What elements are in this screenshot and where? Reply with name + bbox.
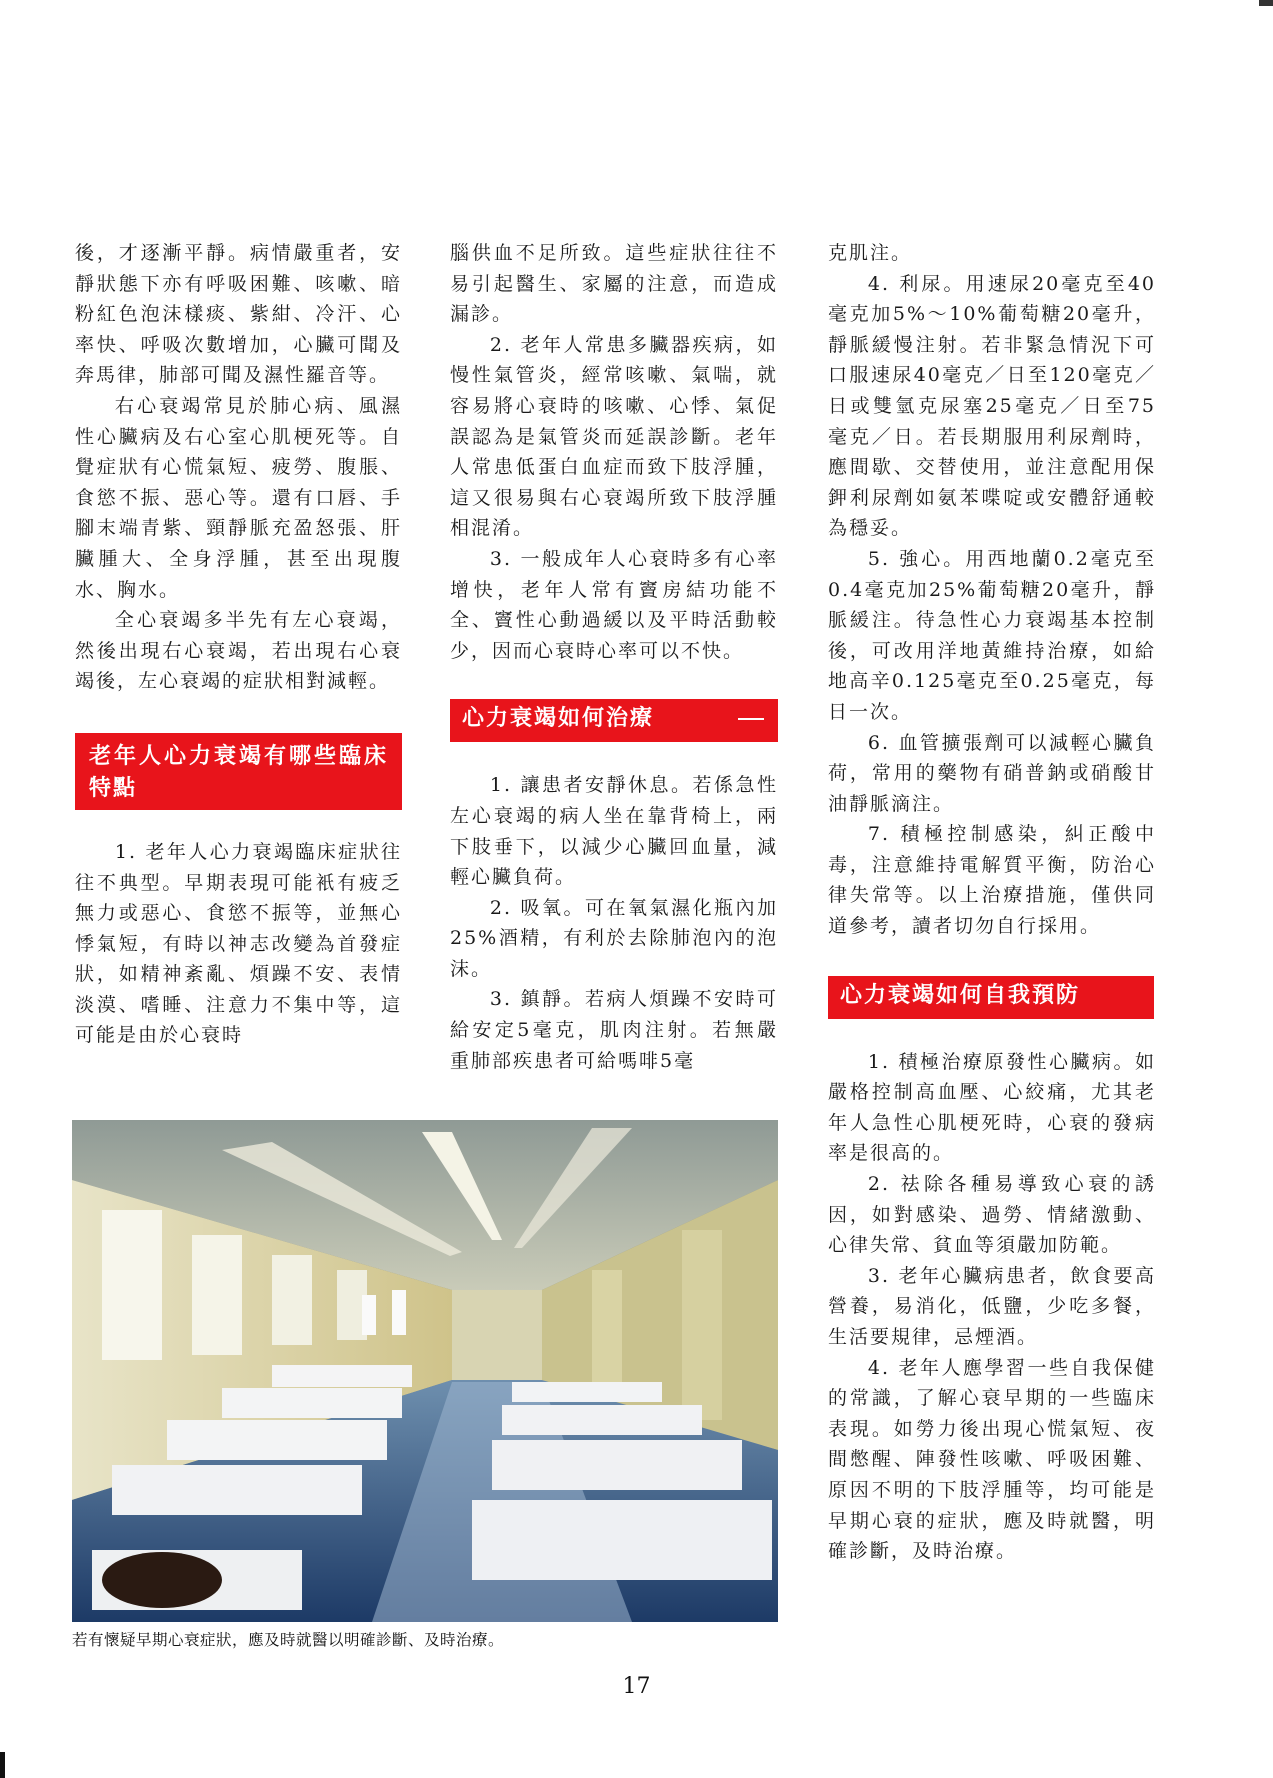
paragraph: 4. 利尿。用速尿20毫克至40毫克加5%～10%葡萄糖20毫升，靜脈緩慢注射。若非緊急情況下可口服速尿40毫克／日至120毫克／日或雙氫克尿塞25毫克／日至75毫克／日。若長期服用利尿劑時，應間歇、交替使用，並注意配用保鉀利尿劑如氨苯喋啶或安體舒通較為穩妥。: [828, 272, 1156, 540]
paragraph: 3. 鎮靜。若病人煩躁不安時可給安定5毫克，肌肉注射。若無嚴重肺部疾患者可給嗎啡5毫: [450, 988, 778, 1072]
paragraph: 2. 祛除各種易導致心衰的誘因，如對感染、過勞、情緒激動、心律失常、貧血等須嚴加防範。: [828, 1173, 1156, 1257]
paragraph: 3. 一般成年人心衰時多有心率增快，老年人常有竇房結功能不全、竇性心動過緩以及平時活動較少，因而心衰時心率可以不快。: [450, 547, 778, 662]
paragraph: 1. 積極治療原發性心臟病。如嚴格控制高血壓、心絞痛，尤其老年人急性心肌梗死時，心衰的發病率是很高的。: [828, 1050, 1156, 1165]
page-number: 17: [622, 1674, 651, 1699]
paragraph: 1. 老年人心力衰竭臨床症狀往往不典型。早期表現可能衹有疲乏無力或惡心、食慾不振等，並無心悸氣短，有時以神志改變為首發症狀，如精神紊亂、煩躁不安、表情淡漠、嗜睡、注意力不集中等，這可能是由於心衰時: [75, 840, 402, 1047]
paragraph: 6. 血管擴張劑可以減輕心臟負荷，常用的藥物有硝普鈉或硝酸甘油靜脈滴注。: [828, 731, 1156, 815]
section-heading-clinical-features: 老年人心力衰竭有哪些臨床特點: [75, 733, 402, 810]
paragraph: 全心衰竭多半先有左心衰竭，然後出現右心衰竭，若出現右心衰竭後，左心衰竭的症狀相對減輕。: [75, 609, 402, 693]
text-column-2: [450, 238, 778, 1076]
paragraph: 腦供血不足所致。這些症狀往往不易引起醫生、家屬的注意，而造成漏診。: [450, 242, 778, 326]
paragraph: 7. 積極控制感染，糾正酸中毒，注意維持電解質平衡，防治心律失常等。以上治療措施，僅供同道參考，讀者切勿自行採用。: [828, 823, 1156, 938]
paragraph: 克肌注。: [828, 242, 913, 264]
paragraph: 2. 老年人常患多臟器疾病，如慢性氣管炎，經常咳嗽、氣喘，就容易將心衰時的咳嗽、心悸、氣促誤認為是氣管炎而延誤診斷。老年人常患低蛋白血症而致下肢浮腫，這又很易與右心衰竭所致下肢浮腫相混淆。: [450, 333, 778, 540]
paragraph: 1. 讓患者安靜休息。若係急性左心衰竭的病人坐在靠背椅上，兩下肢垂下，以減少心臟回血量，減輕心臟負荷。: [450, 774, 778, 889]
hospital-ward-photo: [72, 1120, 778, 1622]
hospital-ward-illustration: [72, 1120, 778, 1622]
photo-caption: 若有懷疑早期心衰症狀，應及時就醫以明確診斷、及時治療。: [72, 1631, 505, 1649]
paragraph: 後，才逐漸平靜。病情嚴重者，安靜狀態下亦有呼吸困難、咳嗽、暗粉紅色泡沫樣痰、紫紺、冷汗、心率快、呼吸次數增加，心臟可聞及奔馬律，肺部可聞及濕性羅音等。: [75, 242, 402, 387]
section-heading-prevention: 心力衰竭如何自我預防: [828, 976, 1154, 1019]
paragraph: 右心衰竭常見於肺心病、風濕性心臟病及右心室心肌梗死等。自覺症狀有心慌氣短、疲勞、腹脹、食慾不振、惡心等。還有口唇、手腳末端青紫、頸靜脈充盈怒張、肝臟腫大、全身浮腫，甚至出現腹水、胸水。: [75, 394, 402, 601]
scan-edge-mark: [0, 1752, 5, 1778]
paragraph: 2. 吸氧。可在氧氣濕化瓶內加25%酒精，有利於去除肺泡內的泡沫。: [450, 896, 778, 980]
scan-edge-mark: [1259, 0, 1273, 6]
paragraph: 3. 老年心臟病患者，飲食要高營養，易消化，低鹽，少吃多餐，生活要規律，忌煙酒。: [828, 1264, 1156, 1348]
paragraph: 5. 強心。用西地蘭0.2毫克至0.4毫克加25%葡萄糖20毫升，靜脈緩注。待急性心力衰竭基本控制後，可改用洋地黃維持治療，如給地高辛0.125毫克至0.25毫克，每日一次。: [828, 547, 1156, 723]
text-column-1: [75, 238, 402, 1051]
paragraph: 4. 老年人應學習一些自我保健的常識，了解心衰早期的一些臨床表現。如勞力後出現心慌氣短、夜間憋醒、陣發性咳嗽、呼吸困難、原因不明的下肢浮腫等，均可能是早期心衰的症狀，應及時就醫，明確診斷，及時治療。: [828, 1356, 1156, 1563]
text-column-3: [828, 238, 1156, 1567]
section-heading-treatment: 心力衰竭如何治療: [450, 699, 778, 742]
